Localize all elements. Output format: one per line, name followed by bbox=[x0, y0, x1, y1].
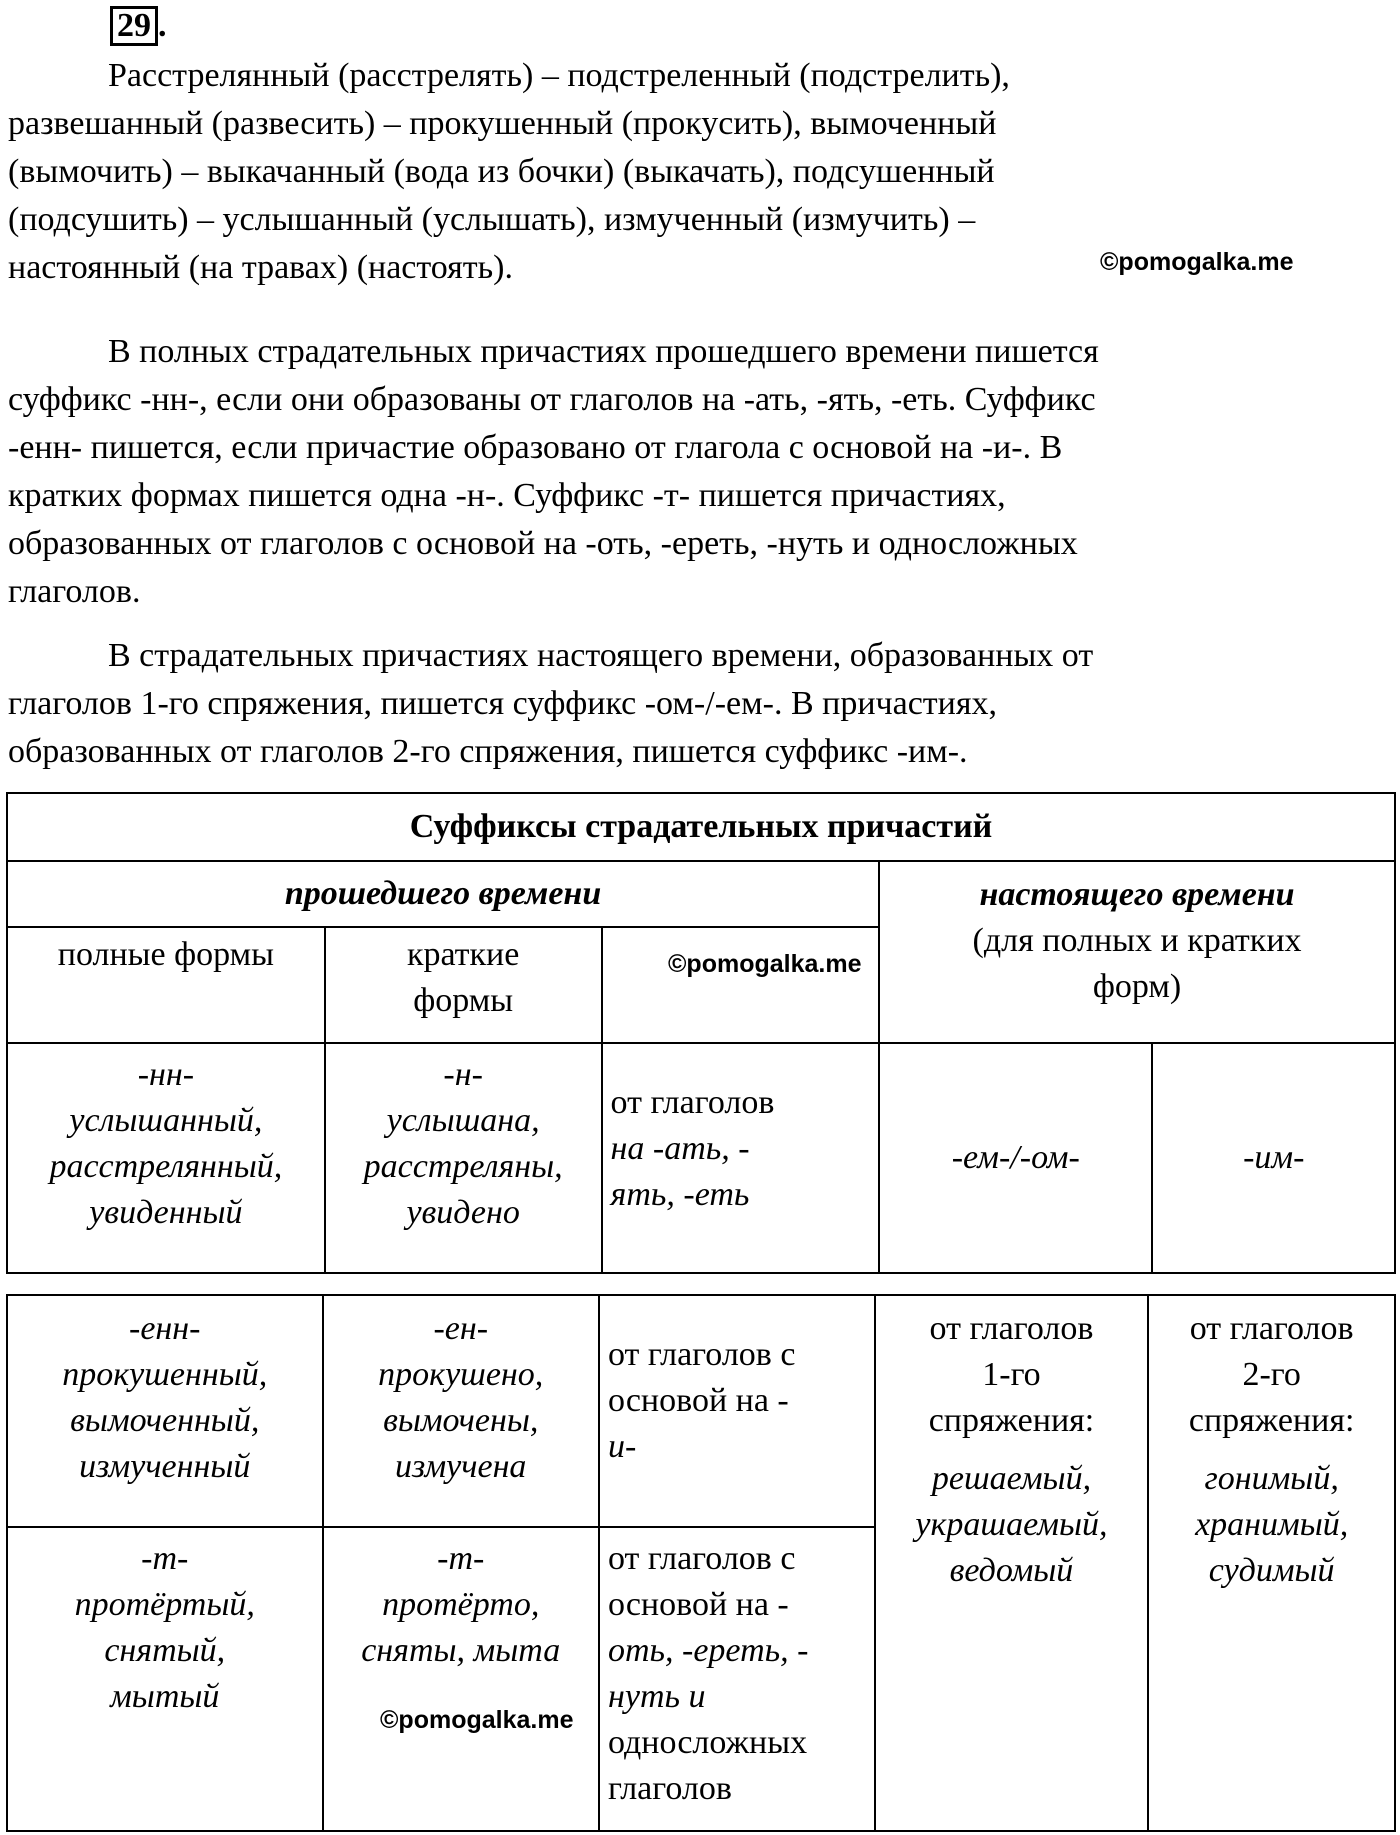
header-rule bbox=[602, 927, 880, 1043]
cell-short-en: -ен- прокушено, вымочены, измучена bbox=[323, 1295, 599, 1527]
p3-line-2: глаголов 1-го спряжения, пишется суффикс -ом-/-ем-. В причастиях, bbox=[8, 685, 997, 722]
cell-full-t: -т- протёртый, снятый, мытый bbox=[7, 1527, 323, 1831]
header-short-forms: краткие формы bbox=[325, 927, 602, 1043]
cell-rule-nn: от глаголов на -ать, - ять, -еть bbox=[602, 1043, 880, 1273]
table-title-row bbox=[7, 793, 1395, 861]
p2-line-5: образованных от глаголов с основой на -оть, -ереть, -нуть и односложных bbox=[8, 525, 1078, 562]
p1-line-1: Расстрелянный (расстрелять) – подстреленный (подстрелить), bbox=[108, 57, 1010, 94]
watermark-1: ©pomogalka.me bbox=[1100, 248, 1294, 276]
p2-line-2: суффикс -нн-, если они образованы от глаголов на -ать, -ять, -еть. Суффикс bbox=[8, 381, 1096, 418]
p3-line-3: образованных от глаголов 2-го спряжения, пишется суффикс -им-. bbox=[8, 733, 968, 770]
paragraph-rule-present bbox=[8, 632, 1398, 776]
table-row-enn bbox=[7, 1295, 1395, 1527]
p3-line-1: В страдательных причастиях настоящего времени, образованных от bbox=[108, 637, 1094, 674]
cell-rule-enn: от глаголов с основой на - и- bbox=[599, 1295, 875, 1527]
cell-full-nn: -нн- услышанный, расстрелянный, увиденный bbox=[7, 1043, 325, 1273]
cell-full-enn: -енн- прокушенный, вымоченный, измученный bbox=[7, 1295, 323, 1527]
p1-line-2: развешанный (развесить) – прокушенный (прокусить), вымоченный bbox=[8, 105, 997, 142]
cell-conjugation-2: от глаголов 2-го спряжения: гонимый, хранимый, судимый bbox=[1148, 1295, 1395, 1831]
suffix-table-continued bbox=[6, 1294, 1396, 1832]
cell-present-im: -им- bbox=[1152, 1043, 1395, 1273]
cell-conjugation-1: от глаголов 1-го спряжения: решаемый, украшаемый, ведомый bbox=[875, 1295, 1149, 1831]
cell-short-t: -т- протёрто, сняты, мыта bbox=[323, 1527, 599, 1831]
p2-line-4: кратких формах пишется одна -н-. Суффикс -т- пишется причастиях, bbox=[8, 477, 1006, 514]
exercise-number: 29 . bbox=[110, 6, 167, 46]
watermark-2: ©pomogalka.me bbox=[668, 950, 862, 978]
watermark-3: ©pomogalka.me bbox=[380, 1706, 574, 1734]
p2-line-6: глаголов. bbox=[8, 573, 141, 610]
suffix-table bbox=[6, 792, 1396, 1274]
header-full-forms: полные формы bbox=[7, 927, 325, 1043]
table-title: Суффиксы страдательных причастий bbox=[7, 793, 1395, 861]
cell-short-n: -н- услышана, расстреляны, увидено bbox=[325, 1043, 602, 1273]
header-past: прошедшего времени bbox=[7, 861, 879, 927]
table-row-nn bbox=[7, 1043, 1395, 1273]
p1-line-3: (вымочить) – выкачанный (вода из бочки) (выкачать), подсушенный bbox=[8, 153, 995, 190]
paragraph-rule-past bbox=[8, 328, 1398, 616]
p2-line-1: В полных страдательных причастиях прошедшего времени пишется bbox=[108, 333, 1099, 370]
p1-line-4: (подсушить) – услышанный (услышать), измученный (измучить) – bbox=[8, 201, 976, 238]
header-present: настоящего времени (для полных и кратких форм) bbox=[879, 861, 1395, 1043]
table-header-row bbox=[7, 861, 1395, 927]
p2-line-3: -енн- пишется, если причастие образовано от глагола с основой на -и-. В bbox=[8, 429, 1063, 466]
p1-line-5: настоянный (на травах) (настоять). bbox=[8, 249, 513, 286]
cell-present-em-om: -ем-/-ом- bbox=[879, 1043, 1152, 1273]
cell-rule-t: от глаголов с основой на - оть, -ереть, - нуть и односложных глаголов bbox=[599, 1527, 875, 1831]
